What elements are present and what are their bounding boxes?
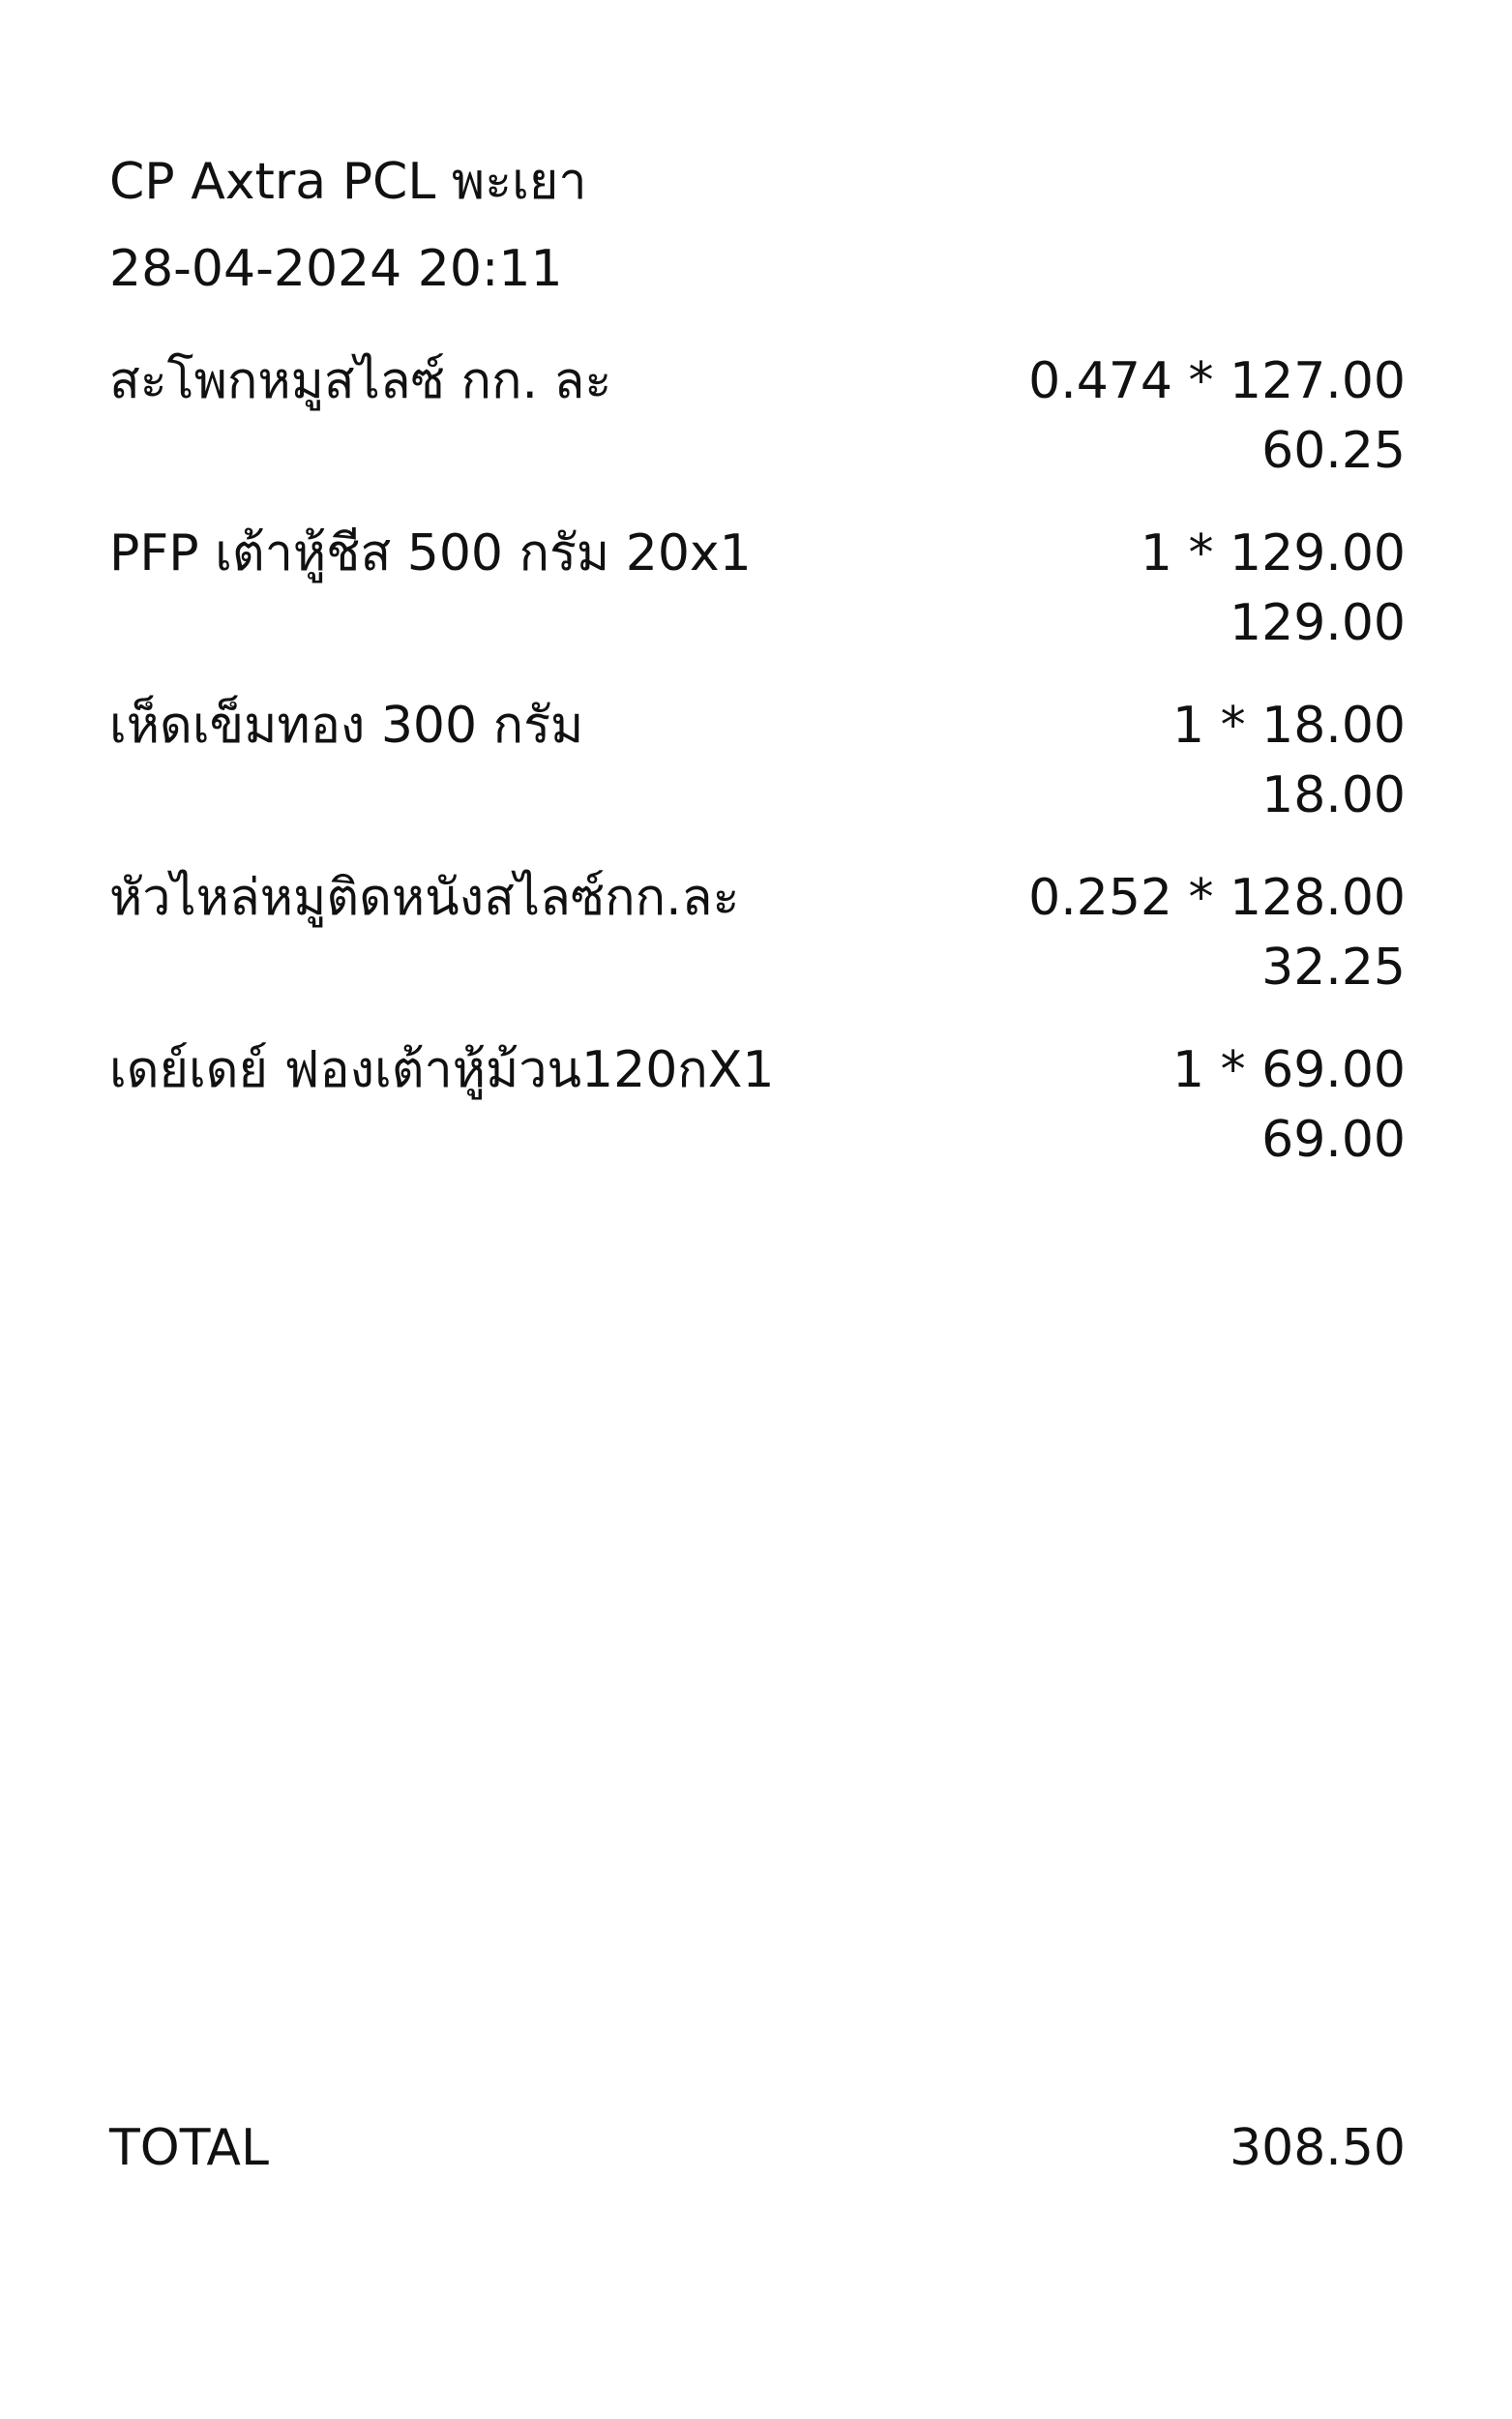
line-item (109, 1035, 1406, 1180)
item-name: สะโพกหมูสไลซ์ กก. ละ (109, 352, 612, 410)
item-quantity-price: 1 * 18.00 (1171, 697, 1406, 755)
line-item (109, 519, 1406, 664)
item-name: หัวไหล่หมูติดหนังสไลซ์กก.ละ (109, 869, 740, 927)
line-item (109, 863, 1406, 1008)
total-label: TOTAL (109, 2119, 269, 2177)
item-amount: 60.25 (1261, 422, 1406, 480)
item-amount: 129.00 (1230, 594, 1406, 652)
item-quantity-price: 0.252 * 128.00 (1028, 869, 1406, 927)
item-quantity-price: 0.474 * 127.00 (1028, 352, 1406, 410)
item-name: เดย์เดย์ ฟองเต้าหู้ม้วน120กX1 (109, 1041, 775, 1099)
transaction-datetime: 28-04-2024 20:11 (109, 240, 563, 298)
line-item (109, 691, 1406, 836)
item-name: PFP เต้าหู้ชีส 500 กรัม 20x1 (109, 524, 752, 582)
total-value: 308.50 (1230, 2119, 1406, 2177)
item-amount: 32.25 (1261, 939, 1406, 997)
item-amount: 69.00 (1261, 1111, 1406, 1169)
store-name: CP Axtra PCL พะเยา (109, 153, 587, 211)
item-name: เห็ดเข็มทอง 300 กรัม (109, 697, 584, 755)
item-quantity-price: 1 * 69.00 (1171, 1041, 1406, 1099)
item-amount: 18.00 (1261, 766, 1406, 824)
receipt (109, 0, 1406, 2419)
line-item (109, 346, 1406, 492)
item-quantity-price: 1 * 129.00 (1140, 524, 1406, 582)
